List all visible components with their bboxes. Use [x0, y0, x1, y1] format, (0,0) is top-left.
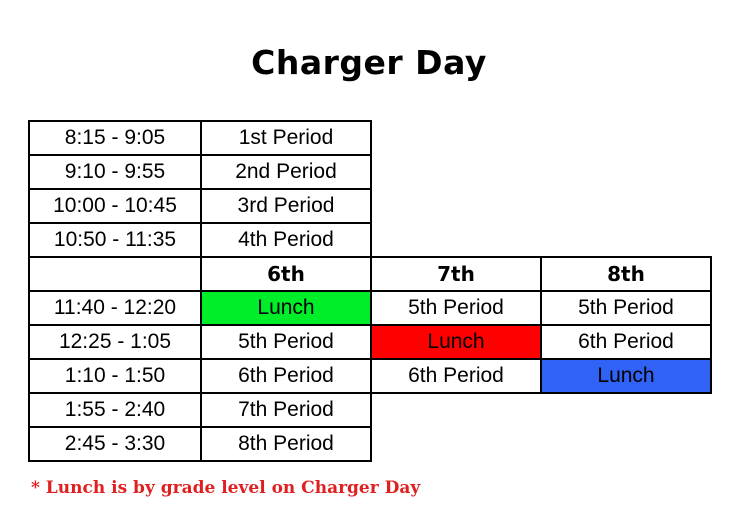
header-grade-8: 8th: [540, 256, 712, 292]
time-cell: 12:25 - 1:05: [28, 324, 202, 360]
period-cell: 7th Period: [200, 392, 372, 428]
lunch-cell-grade-8: Lunch: [540, 358, 712, 394]
period-cell: 4th Period: [200, 222, 372, 258]
header-grade-6: 6th: [200, 256, 372, 292]
time-cell: 10:00 - 10:45: [28, 188, 202, 224]
lunch-cell-grade-6: Lunch: [200, 290, 372, 326]
footnote: * Lunch is by grade level on Charger Day: [31, 478, 421, 498]
time-cell: 1:10 - 1:50: [28, 358, 202, 394]
period-cell: 6th Period: [540, 324, 712, 360]
time-cell: 8:15 - 9:05: [28, 120, 202, 156]
period-cell: 5th Period: [200, 324, 372, 360]
page-title: Charger Day: [251, 43, 487, 82]
time-cell: 10:50 - 11:35: [28, 222, 202, 258]
period-cell: 6th Period: [200, 358, 372, 394]
header-time-cell: [28, 256, 202, 292]
header-grade-7: 7th: [370, 256, 542, 292]
time-cell: 9:10 - 9:55: [28, 154, 202, 190]
period-cell: 1st Period: [200, 120, 372, 156]
period-cell: 8th Period: [200, 426, 372, 462]
period-cell: 2nd Period: [200, 154, 372, 190]
lunch-cell-grade-7: Lunch: [370, 324, 542, 360]
period-cell: 5th Period: [370, 290, 542, 326]
time-cell: 1:55 - 2:40: [28, 392, 202, 428]
period-cell: 5th Period: [540, 290, 712, 326]
time-cell: 11:40 - 12:20: [28, 290, 202, 326]
period-cell: 3rd Period: [200, 188, 372, 224]
time-cell: 2:45 - 3:30: [28, 426, 202, 462]
period-cell: 6th Period: [370, 358, 542, 394]
